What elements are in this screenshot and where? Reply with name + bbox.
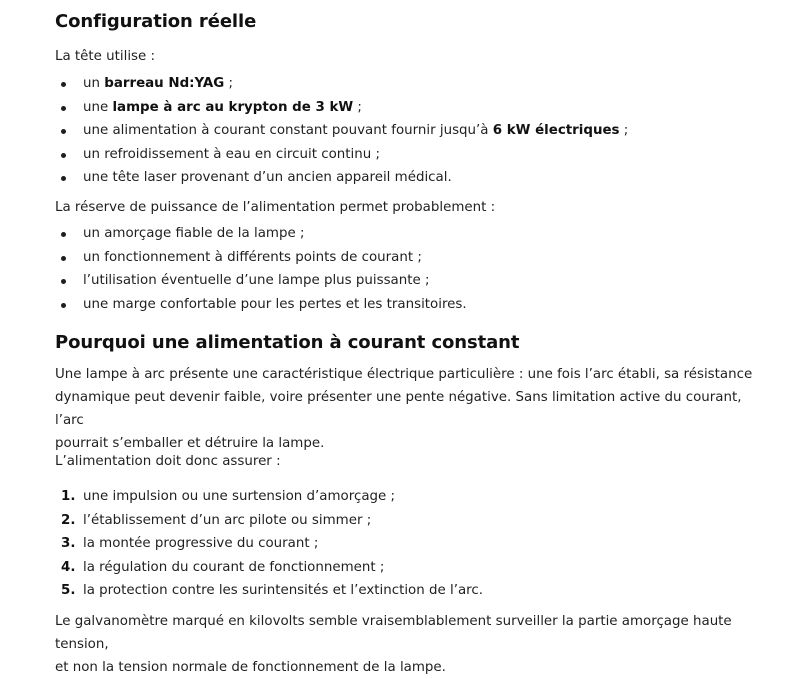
bullet-icon: [61, 232, 66, 237]
list-item: un barreau Nd:YAG ;: [55, 72, 755, 96]
bullet-icon: [61, 129, 66, 134]
numbered-item: 5. la protection contre les surintensités et l’extinction de l’arc.: [61, 583, 483, 599]
reserve-intro-text: La réserve de puissance de l’alimentation permet probablement :: [55, 200, 496, 215]
list-item: une lampe à arc au krypton de 3 kW ;: [55, 96, 755, 120]
paragraph-line: dynamique peut devenir faible, voire présenter une pente négative. Sans limitation active du courant, l’arc: [55, 390, 742, 428]
paragraph-line: Une lampe à arc présente une caractéristique électrique particulière : une fois l’arc établi, sa résistance: [55, 367, 753, 382]
section-heading-configuration: Configuration réelle: [55, 11, 257, 32]
numbered-item: 2. l’établissement d’un arc pilote ou simmer ;: [61, 512, 372, 528]
bullet-icon: [61, 256, 66, 261]
list-item: un amorçage fiable de la lampe ;: [55, 222, 755, 246]
bullet-icon: [61, 303, 66, 308]
list-item: une alimentation à courant constant pouvant fournir jusqu’à 6 kW électriques ;: [55, 119, 755, 143]
paragraph-line: Le galvanomètre marqué en kilovolts semble vraisemblablement surveiller la partie amorçage haute tension,: [55, 614, 732, 652]
numbered-item: 1. une impulsion ou une surtension d’amorçage ;: [61, 489, 396, 504]
reserve-list: [55, 222, 755, 316]
galvanometer-paragraph: [55, 610, 755, 679]
intro-text: La tête utilise :: [55, 49, 156, 64]
bullet-icon: [61, 82, 66, 87]
paragraph-line: et non la tension normale de fonctionnement de la lampe.: [55, 660, 446, 675]
list-item: un refroidissement à eau en circuit continu ;: [55, 143, 755, 167]
paragraph-line: pourrait s’emballer et détruire la lampe.: [55, 436, 325, 451]
list-item: une marge confortable pour les pertes et les transitoires.: [55, 293, 755, 317]
requirements-intro-text: L’alimentation doit donc assurer :: [55, 454, 281, 469]
list-item: l’utilisation éventuelle d’une lampe plus puissante ;: [55, 269, 755, 293]
bullet-icon: [61, 153, 66, 158]
section-heading-constant-current: Pourquoi une alimentation à courant constant: [55, 332, 520, 353]
requirements-list: [55, 485, 755, 603]
bullet-icon: [61, 106, 66, 111]
explanation-paragraph: [55, 363, 755, 455]
list-item: un fonctionnement à différents points de courant ;: [55, 246, 755, 270]
list-item: une tête laser provenant d’un ancien appareil médical.: [55, 166, 755, 190]
numbered-item: 3. la montée progressive du courant ;: [61, 536, 319, 552]
components-list: [55, 72, 755, 190]
numbered-item: 4. la régulation du courant de fonctionnement ;: [61, 559, 385, 575]
bullet-icon: [61, 279, 66, 284]
bullet-icon: [61, 176, 66, 181]
